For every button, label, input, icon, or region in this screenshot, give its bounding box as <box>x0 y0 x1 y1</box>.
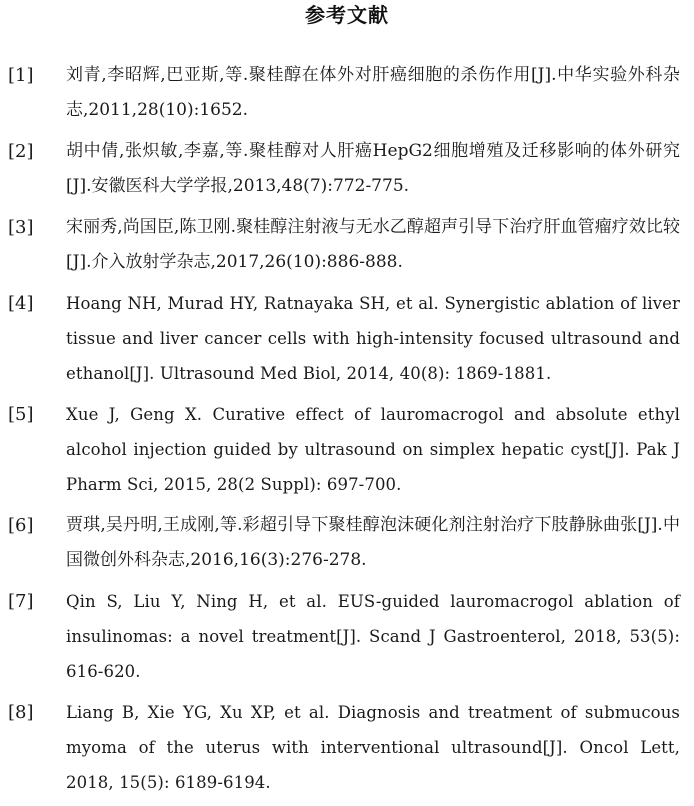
reference-item <box>0 584 694 689</box>
reference-text: 胡中倩,张炽敏,李嘉,等.聚桂醇对人肝癌HepG2细胞增殖及迁移影响的体外研究[J].安徽医科大学学报,2013,48(7):772-775. <box>66 141 680 196</box>
reference-text: Xue J, Geng X. Curative effect of lauromacrogol and absolute ethyl alcohol injection guided by ultrasound on simplex hepatic cyst[J]. Pak J Pharm Sci, 2015, 28(2 Suppl): 697-700. <box>66 405 680 494</box>
reference-number: [2] <box>8 141 34 162</box>
reference-number: [4] <box>8 293 34 314</box>
reference-number: [3] <box>8 217 34 238</box>
reference-number: [8] <box>8 702 34 723</box>
reference-item <box>0 397 694 502</box>
reference-item <box>0 695 694 800</box>
reference-number: [6] <box>8 515 34 536</box>
reference-item <box>0 508 694 578</box>
reference-item <box>0 210 694 280</box>
reference-text: Liang B, Xie YG, Xu XP, et al. Diagnosis and treatment of submucous myoma of the uterus with interventional ultrasound[J]. Oncol Lett, 2018, 15(5): 6189-6194. <box>66 703 680 792</box>
reference-number: [5] <box>8 404 34 425</box>
reference-list <box>0 58 694 806</box>
reference-number: [1] <box>8 65 34 86</box>
reference-number: [7] <box>8 591 34 612</box>
reference-item <box>0 286 694 391</box>
reference-item <box>0 134 694 204</box>
reference-text: 贾琪,吴丹明,王成刚,等.彩超引导下聚桂醇泡沫硬化剂注射治疗下肢静脉曲张[J].中国微创外科杂志,2016,16(3):276-278. <box>66 515 680 570</box>
reference-text: Qin S, Liu Y, Ning H, et al. EUS-guided lauromacrogol ablation of insulinomas: a novel treatment[J]. Scand J Gastroenterol, 2018, 53(5): 616-620. <box>66 592 680 681</box>
references-heading: 参考文献 <box>305 3 389 27</box>
reference-text: 宋丽秀,尚国臣,陈卫刚.聚桂醇注射液与无水乙醇超声引导下治疗肝血管瘤疗效比较[J].介入放射学杂志,2017,26(10):886-888. <box>66 217 680 272</box>
reference-item <box>0 58 694 128</box>
reference-text: 刘青,李昭辉,巴亚斯,等.聚桂醇在体外对肝癌细胞的杀伤作用[J].中华实验外科杂志,2011,28(10):1652. <box>66 65 680 120</box>
reference-text: Hoang NH, Murad HY, Ratnayaka SH, et al. Synergistic ablation of liver tissue and liver cancer cells with high-intensity focused ultrasound and ethanol[J]. Ultrasound Med Biol, 2014, 40(8): 1869-1881. <box>66 294 680 383</box>
